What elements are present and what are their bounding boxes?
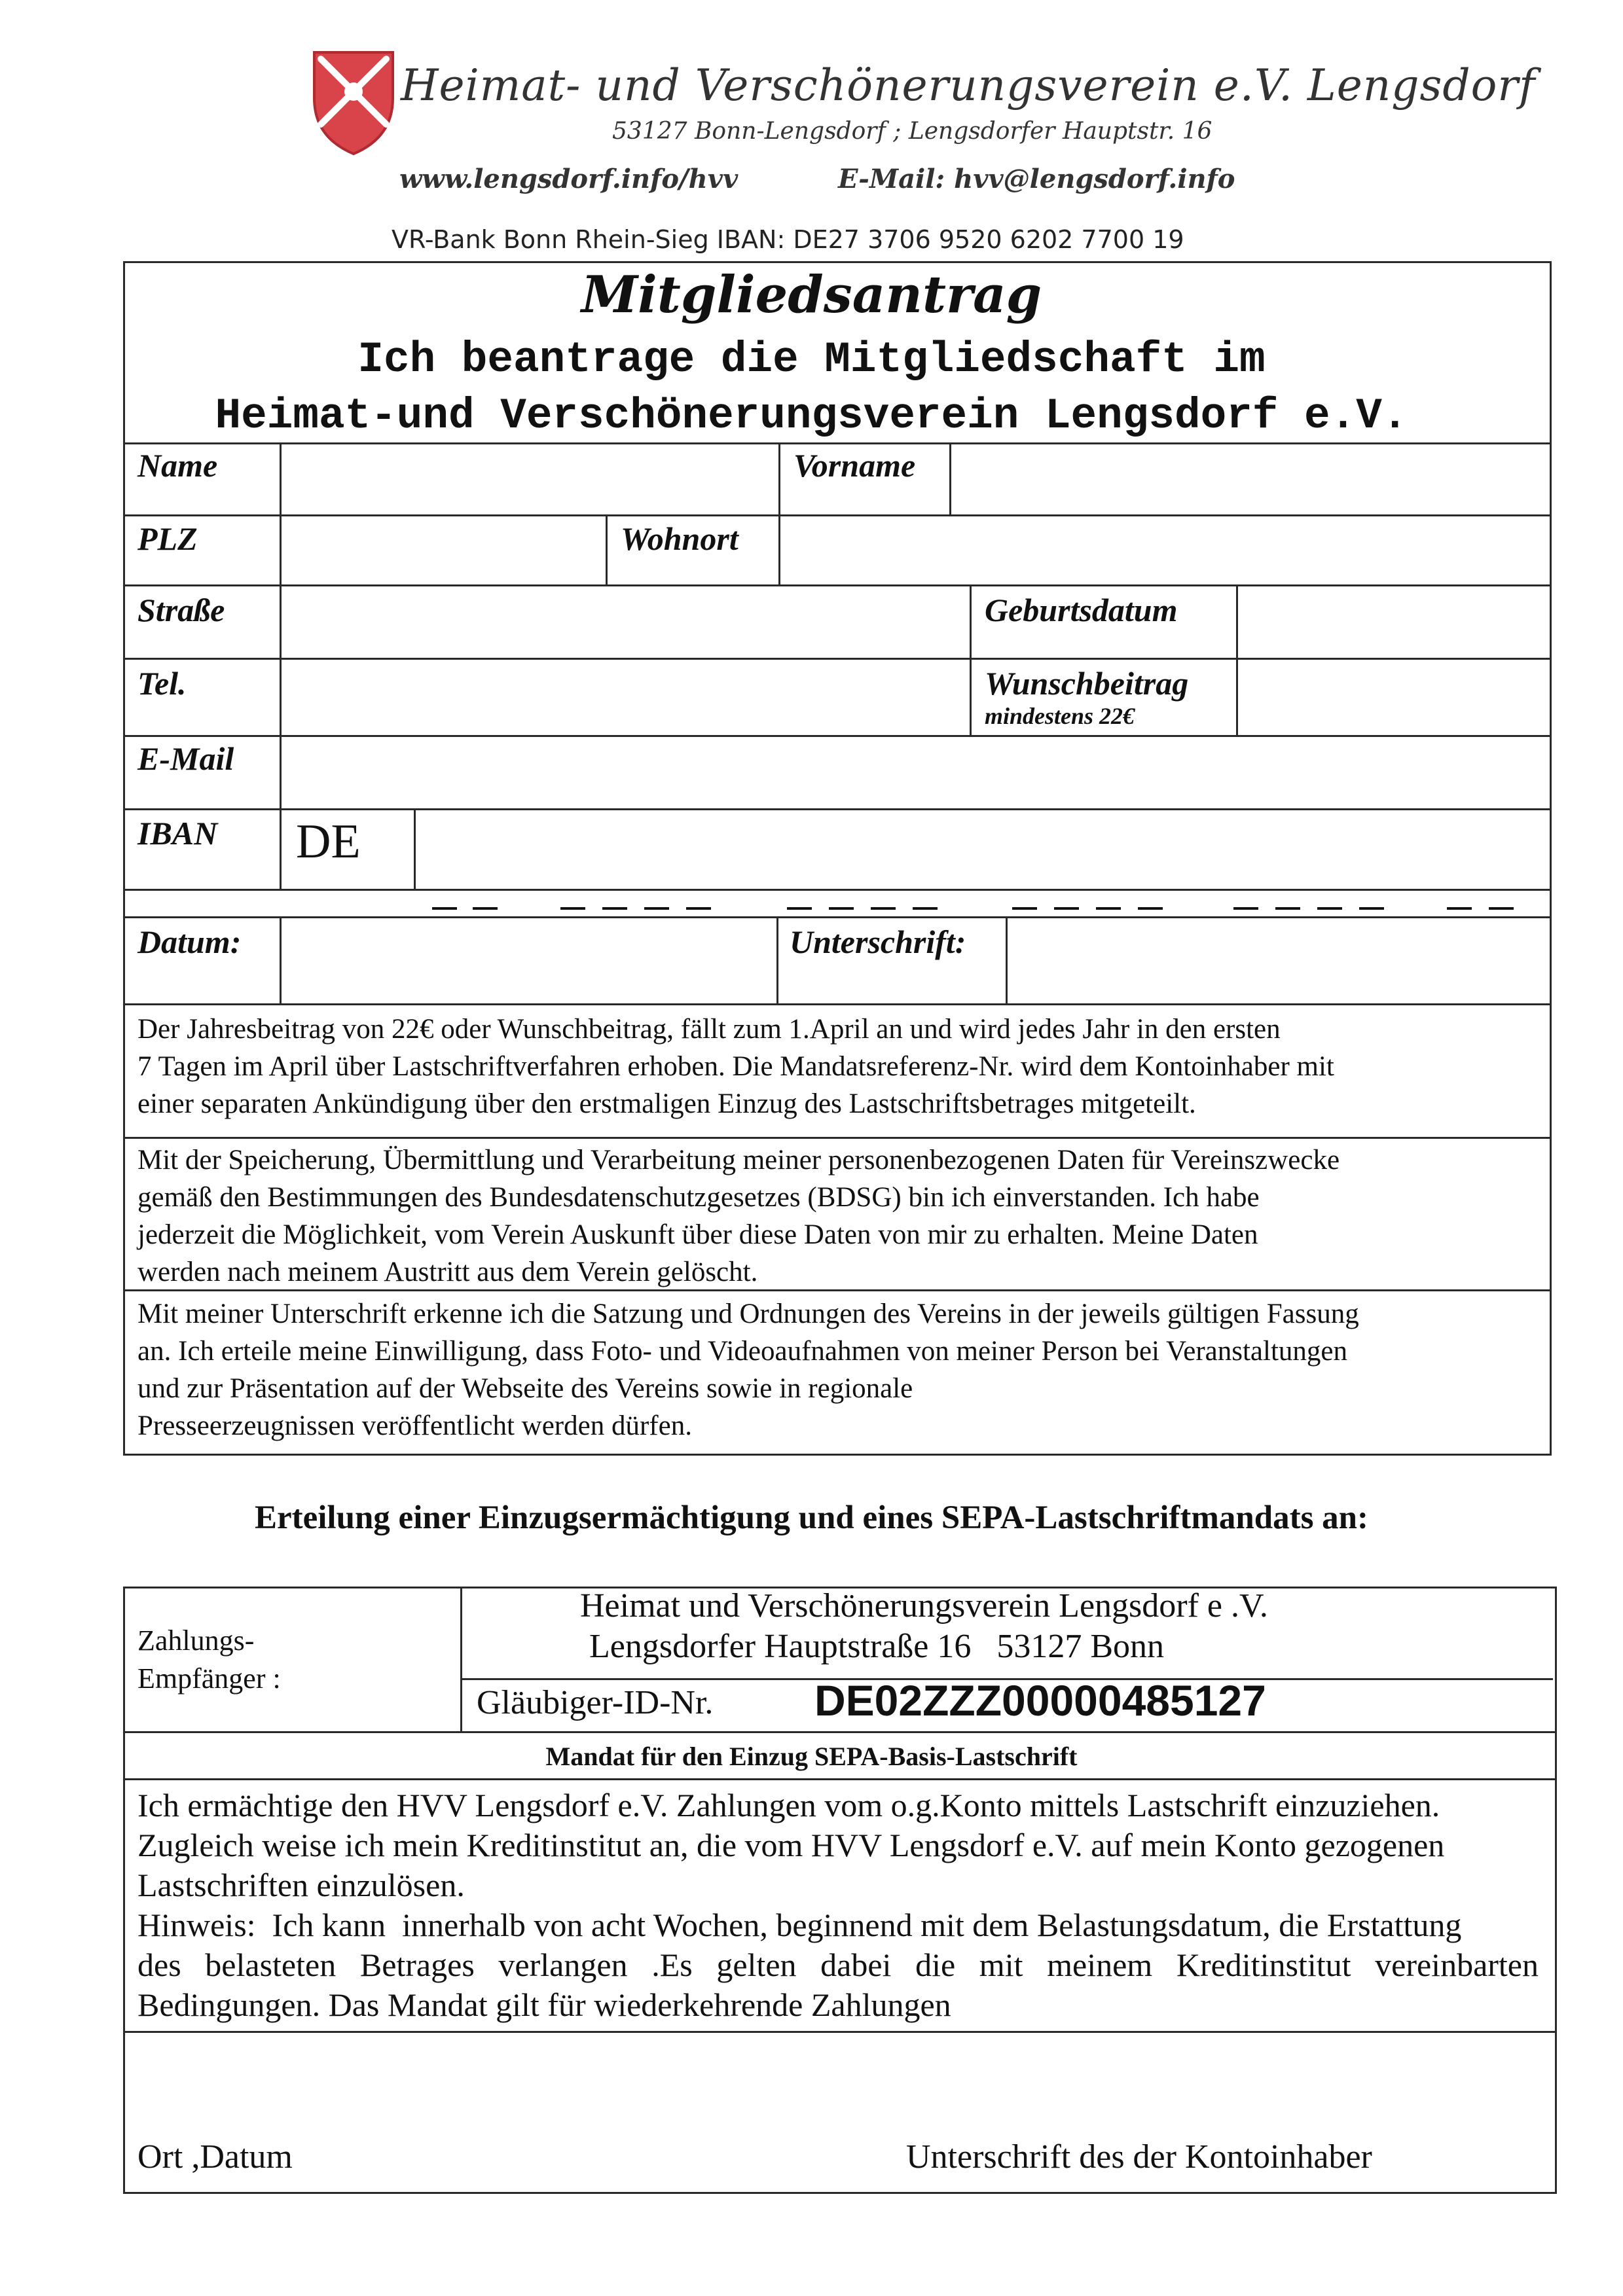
- vorname-field[interactable]: [953, 445, 1547, 513]
- label-email: E-Mail: [137, 740, 234, 777]
- org-name: Heimat- und Verschönerungsverein e.V. Lengsdorf: [401, 60, 1536, 111]
- label-name: Name: [137, 447, 218, 484]
- iban-field[interactable]: [417, 811, 1548, 888]
- form-title: Mitgliedsantrag: [581, 265, 1042, 325]
- label-strasse: Straße: [137, 592, 225, 628]
- label-vorname: Vorname: [793, 447, 916, 484]
- tel-field[interactable]: [283, 660, 968, 734]
- wunschbeitrag-field[interactable]: [1239, 660, 1548, 734]
- website-link[interactable]: www.lengsdorf.info/hvv: [399, 164, 739, 194]
- kontoinhaber-signature-label: Unterschrift des der Kontoinhaber: [906, 2138, 1372, 2176]
- wohnort-field[interactable]: [782, 517, 1548, 583]
- unterschrift-field[interactable]: [1009, 919, 1548, 1002]
- sepa-heading: Erteilung einer Einzugsermächtigung und eines SEPA-Lastschriftmandats an:: [254, 1499, 1369, 1536]
- label-datum: Datum:: [137, 924, 242, 960]
- red-shield-crest-icon: [308, 46, 399, 157]
- label-tel: Tel.: [137, 665, 187, 702]
- fee-paragraph: Der Jahresbeitrag von 22€ oder Wunschbeitrag, fällt zum 1.April an und wird jedes Jahr in den ersten 7 Tagen im April über Lastschriftverfahren erhoben. Die Mandatsreferenz-Nr. wird dem Kontoinhaber mit einer separaten Ankündigung über den erstmaligen Einzug des Lastschriftsbetrages mitgeteilt.: [137, 1014, 1334, 1119]
- bank-line: VR-Bank Bonn Rhein-Sieg IBAN: DE27 3706 9520 6202 7700 19: [392, 225, 1184, 254]
- geburtsdatum-field[interactable]: [1239, 587, 1548, 656]
- label-wunschbeitrag: Wunschbeitrag: [985, 665, 1189, 702]
- label-unterschrift: Unterschrift:: [790, 924, 966, 960]
- iban-prefix: DE: [296, 815, 361, 869]
- wunschbeitrag-note: mindestens 22€: [985, 703, 1135, 729]
- email-link[interactable]: E-Mail: hvv@lengsdorf.info: [838, 164, 1235, 194]
- strasse-field[interactable]: [283, 587, 968, 656]
- creditor-id: DE02ZZZ00000485127: [814, 1676, 1266, 1725]
- logo: [308, 46, 399, 157]
- org-address: 53127 Bonn-Lengsdorf ; Lengsdorfer Hauptstr. 16: [612, 118, 1213, 145]
- form-subtitle-1: Ich beantrage die Mitgliedschaft im: [357, 335, 1266, 384]
- creditor-label: Gläubiger-ID-Nr.: [477, 1684, 714, 1721]
- consent-paragraph: Mit meiner Unterschrift erkenne ich die Satzung und Ordnungen des Vereins in der jeweils gültigen Fassung an. Ich erteile meine Einwilligung, dass Foto- und Videoaufnahmen von meiner Person bei Veranstaltungen und zur Präsentation auf der Webseite des Vereins sowie in regionale Presseerzeugnissen veröffentlicht werden dürfen.: [137, 1299, 1359, 1441]
- ort-datum-label: Ort ,Datum: [137, 2138, 293, 2176]
- form-subtitle-2: Heimat-und Verschönerungsverein Lengsdorf e.V.: [215, 391, 1408, 440]
- privacy-paragraph: Mit der Speicherung, Übermittlung und Verarbeitung meiner personenbezogenen Daten für Vereinszwecke gemäß den Bestimmungen des Bundesdatenschutzgesetzes (BDSG) bin ich einverstanden. Ich habe jederzeit die Möglichkeit, vom Verein Auskunft über diese Daten von mir zu erhalten. Meine Daten werden nach meinem Austritt aus dem Verein gelöscht.: [137, 1145, 1340, 1287]
- recipient-name: Heimat und Verschönerungsverein Lengsdorf e .V.: [580, 1587, 1268, 1624]
- recipient-label: Zahlungs- Empfänger :: [137, 1624, 281, 1695]
- mandate-title: Mandat für den Einzug SEPA-Basis-Lastschrift: [545, 1742, 1078, 1771]
- email-field[interactable]: [283, 738, 1548, 807]
- label-wohnort: Wohnort: [621, 520, 739, 557]
- name-field[interactable]: [283, 445, 777, 513]
- mandate-text: Ich ermächtige den HVV Lengsdorf e.V. Zahlungen vom o.g.Konto mittels Lastschrift einzuziehen. Zugleich weise ich mein Kreditinstitut an, die vom HVV Lengsdorf e.V. auf mein Konto gezogenen Lastschriften einzulösen. Hinweis: Ich kann innerhalb von acht Wochen, beginnend mit dem Belastungsdatum, die Erstattung des belasteten Betrages verlangen .Es gelten dabei die mit meinem Kreditinstitut vereinbarten Bedingungen. Das Mandat gilt für wiederkehrende Zahlungen: [137, 1787, 1539, 2023]
- datum-field[interactable]: [283, 919, 775, 1002]
- label-plz: PLZ: [137, 520, 198, 557]
- label-iban: IBAN: [137, 815, 218, 852]
- recipient-address: Lengsdorfer Hauptstraße 16 53127 Bonn: [589, 1628, 1165, 1665]
- label-geburtsdatum: Geburtsdatum: [985, 592, 1178, 628]
- plz-field[interactable]: [283, 517, 604, 583]
